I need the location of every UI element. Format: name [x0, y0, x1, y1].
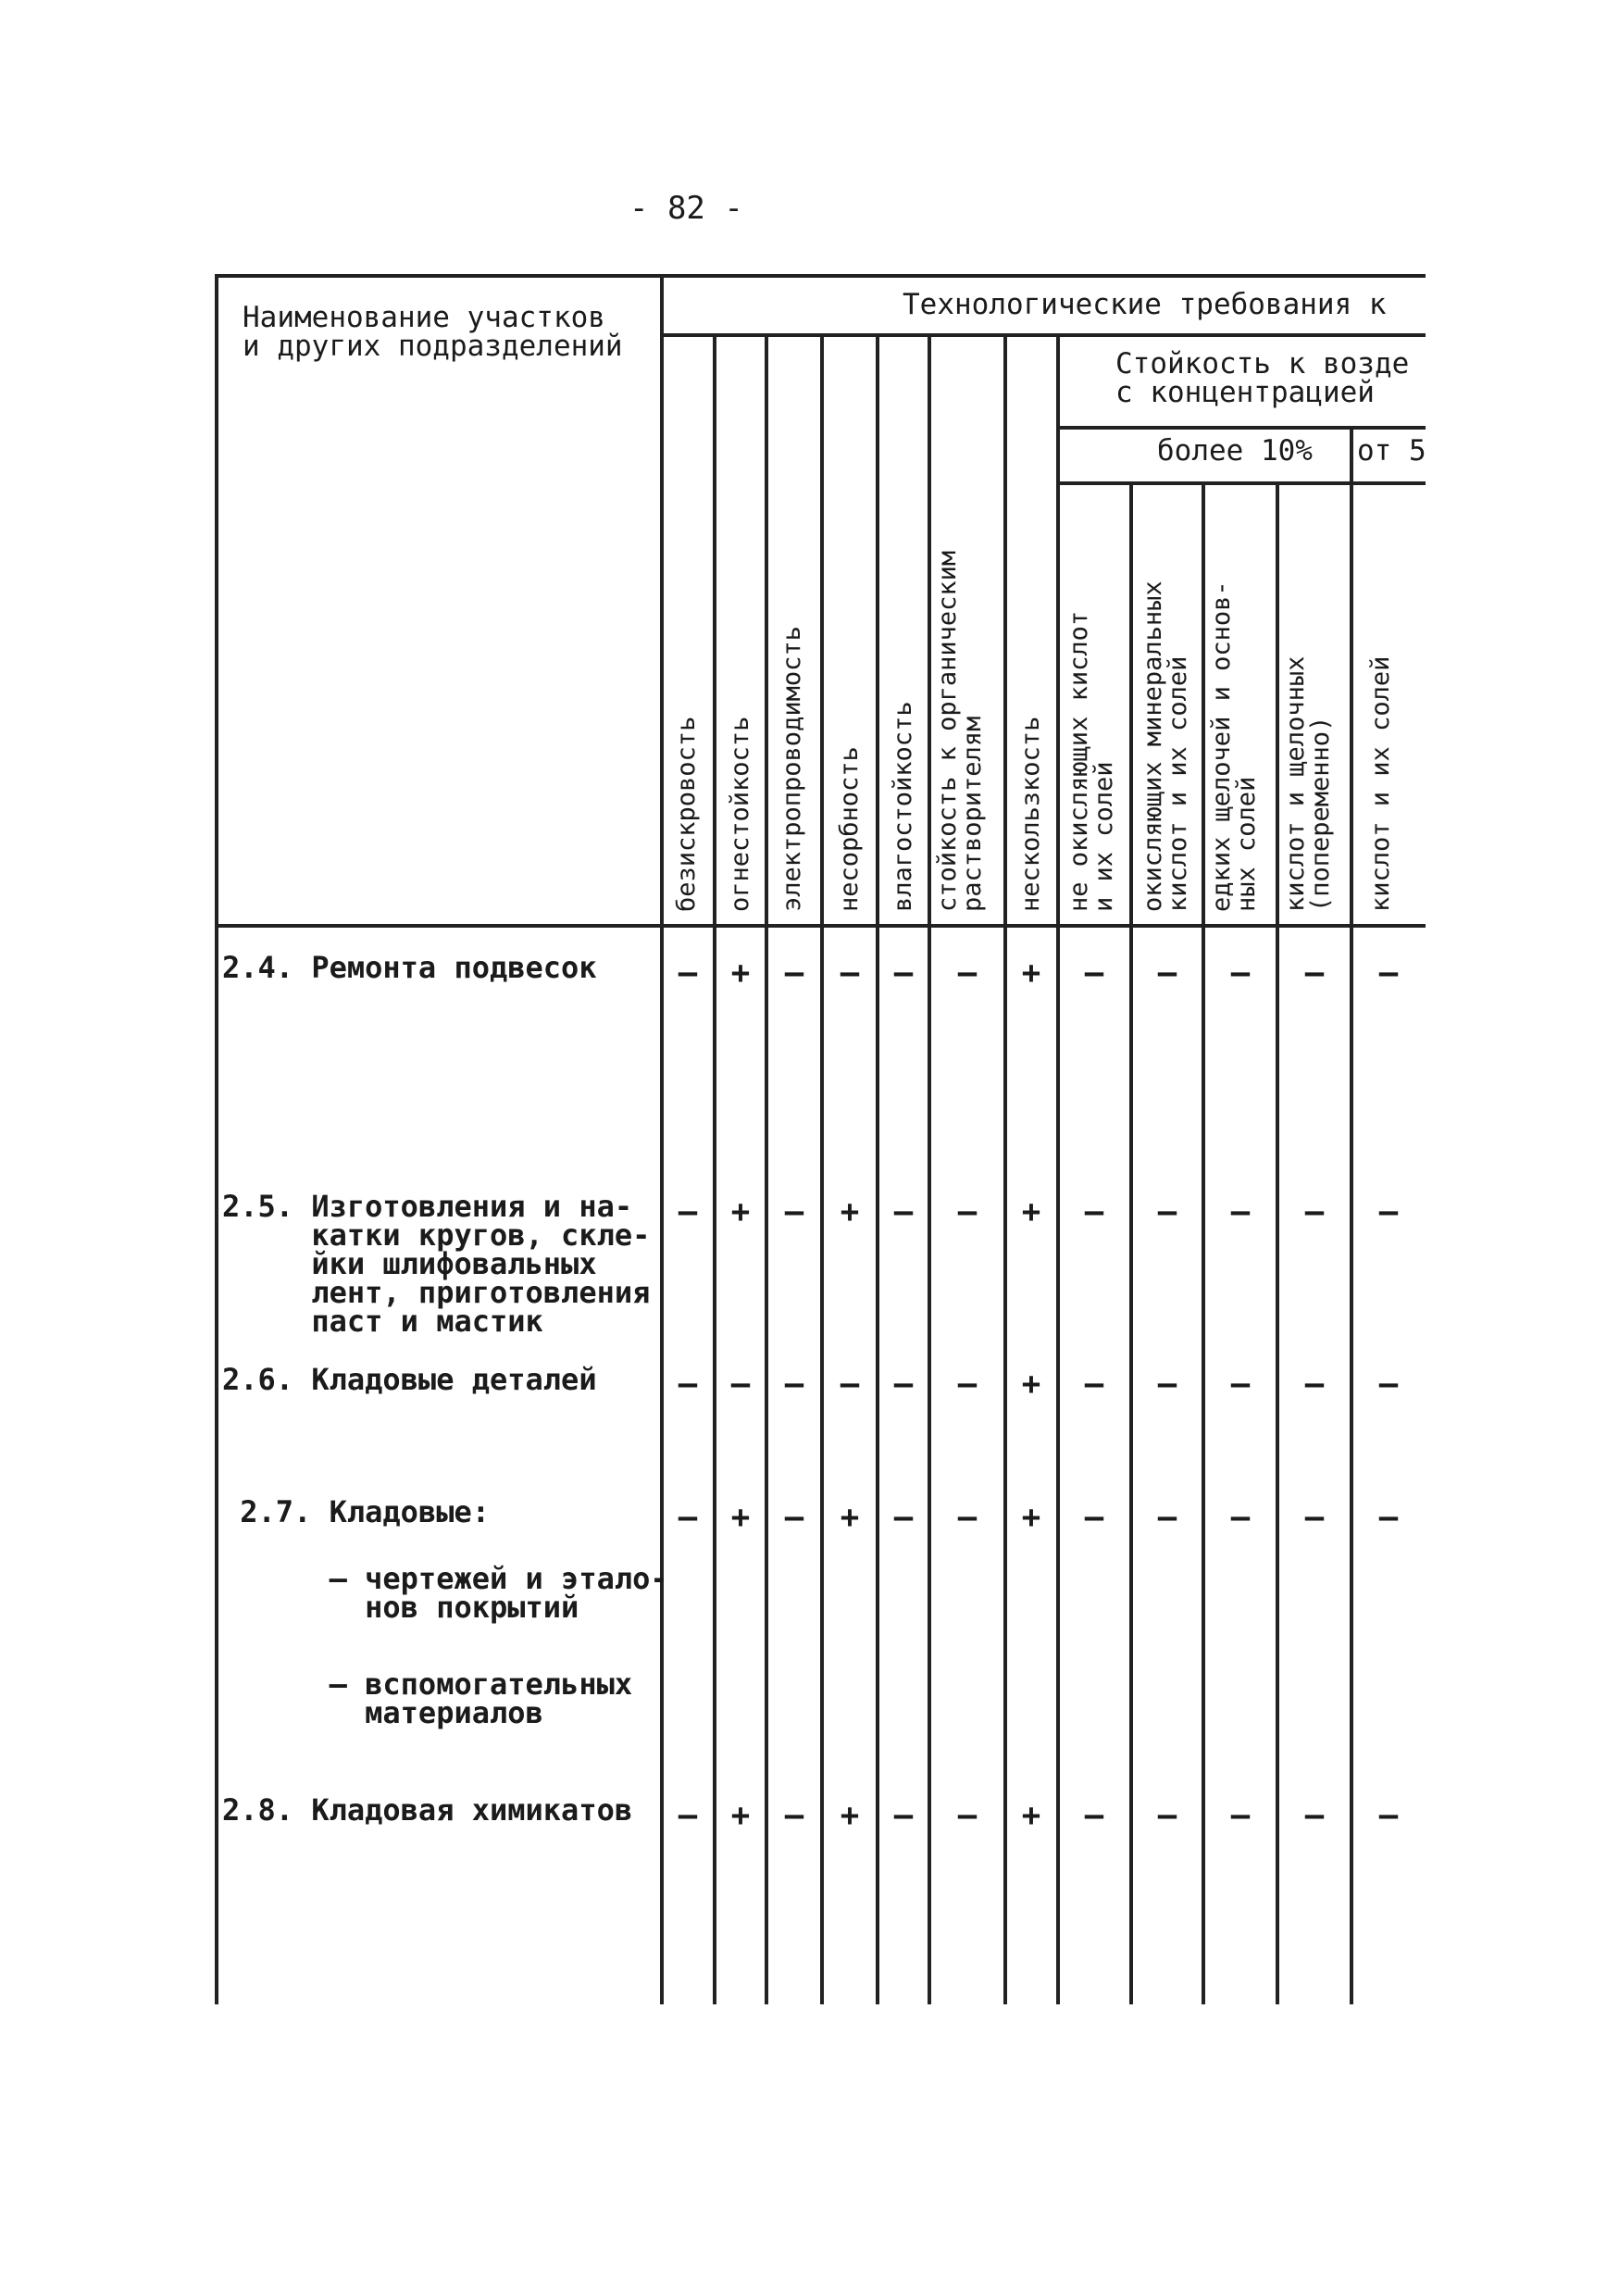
table-cell: – — [1157, 955, 1177, 992]
table-cell: + — [1021, 1193, 1041, 1230]
col-header-1: безискровость — [672, 716, 701, 912]
table-cell: – — [1304, 955, 1325, 992]
table-cell: – — [893, 955, 914, 992]
name-column-header: Наименование участков и других подразделений — [243, 301, 623, 363]
table-cell: + — [730, 1193, 751, 1230]
table-cell: – — [1084, 1193, 1104, 1230]
table-cell: – — [730, 1366, 751, 1403]
table-cell: – — [1084, 1499, 1104, 1536]
table-cell: – — [678, 1366, 698, 1403]
table-cell: – — [1378, 1366, 1399, 1403]
table-cell: + — [1021, 1499, 1041, 1536]
table-cell: + — [730, 1797, 751, 1834]
table-cell: – — [957, 1499, 978, 1536]
table-cell: – — [678, 1499, 698, 1536]
table-cell: – — [1084, 955, 1104, 992]
col-header-6: стойкость к органическим растворителям — [933, 550, 987, 912]
table-cell: + — [840, 1193, 860, 1230]
col-header-11: кислот и щелочных (попеременно) — [1281, 655, 1335, 912]
table-cell: – — [1084, 1797, 1104, 1834]
table-cell: – — [1157, 1193, 1177, 1230]
table-cell: – — [957, 1797, 978, 1834]
col-header-4: несорбность — [835, 746, 864, 912]
page-number: - 82 - — [629, 190, 743, 227]
col-header-2: огнестойкость — [726, 716, 754, 912]
row-label-2-8: 2.8. Кладовая химикатов — [222, 1792, 633, 1828]
tech-requirements-header: Технологические требования к — [903, 288, 1387, 321]
col-header-3: электропроводимость — [778, 626, 806, 912]
table-cell: + — [1021, 1797, 1041, 1834]
table-cell: – — [784, 1797, 804, 1834]
concentration-from5: от 5 — [1357, 434, 1426, 468]
table-cell: + — [730, 1499, 751, 1536]
table-cell: – — [893, 1499, 914, 1536]
table-cell: + — [730, 955, 751, 992]
table-cell: – — [957, 955, 978, 992]
table-cell: – — [893, 1797, 914, 1834]
table-cell: – — [957, 1366, 978, 1403]
table-cell: – — [1378, 1797, 1399, 1834]
row-label-2-5: 2.5. Изготовления и на- катки кругов, скле- йки шлифовальных лент, приготовления паст и мастик — [222, 1189, 651, 1339]
table-cell: + — [840, 1797, 860, 1834]
table-cell: – — [1304, 1366, 1325, 1403]
row-label-2-7-materials: – вспомогательных материалов — [329, 1666, 633, 1730]
table-cell: – — [678, 955, 698, 992]
table-cell: – — [784, 1499, 804, 1536]
table-cell: – — [1084, 1366, 1104, 1403]
table-cell: – — [1230, 1499, 1251, 1536]
table-cell: – — [840, 1366, 860, 1403]
table-cell: – — [1230, 1797, 1251, 1834]
table-cell: – — [1157, 1366, 1177, 1403]
table-cell: – — [1157, 1797, 1177, 1834]
table-cell: – — [1378, 955, 1399, 992]
table-cell: – — [678, 1193, 698, 1230]
table-cell: – — [1304, 1797, 1325, 1834]
table-cell: + — [1021, 955, 1041, 992]
table-cell: – — [784, 1193, 804, 1230]
table-cell: – — [840, 955, 860, 992]
table-cell: – — [1230, 1366, 1251, 1403]
col-header-5: влагостойкость — [889, 701, 917, 912]
col-header-9: окисляющих минеральных кислот и их солей — [1139, 580, 1192, 912]
col-header-8: не окисляющих кислот и их солей — [1065, 610, 1118, 912]
table-cell: + — [840, 1499, 860, 1536]
table-cell: – — [784, 955, 804, 992]
table-cell: – — [1378, 1193, 1399, 1230]
table-cell: – — [1378, 1499, 1399, 1536]
table-cell: – — [784, 1366, 804, 1403]
resistance-header: Стойкость к возде с концентрацией — [1115, 347, 1410, 409]
table-cell: + — [1021, 1366, 1041, 1403]
col-header-7: нескользкость — [1016, 716, 1045, 912]
col-header-10: едких щелочей и основ- ных солей — [1207, 580, 1261, 912]
row-label-2-7: 2.7. Кладовые: — [222, 1494, 490, 1529]
table-cell: – — [678, 1797, 698, 1834]
row-label-2-6: 2.6. Кладовые деталей — [222, 1362, 597, 1397]
row-label-2-7-drawings: – чертежей и этало- нов покрытий — [329, 1561, 668, 1625]
table-cell: – — [1304, 1499, 1325, 1536]
table-cell: – — [957, 1193, 978, 1230]
table-cell: – — [893, 1366, 914, 1403]
concentration-more10: более 10% — [1157, 434, 1313, 468]
table-cell: – — [1157, 1499, 1177, 1536]
table-cell: – — [1230, 1193, 1251, 1230]
table-cell: – — [1304, 1193, 1325, 1230]
col-header-12: кислот и их солей — [1366, 655, 1395, 912]
row-label-2-4: 2.4. Ремонта подвесок — [222, 950, 597, 985]
table-cell: – — [1230, 955, 1251, 992]
table-cell: – — [893, 1193, 914, 1230]
